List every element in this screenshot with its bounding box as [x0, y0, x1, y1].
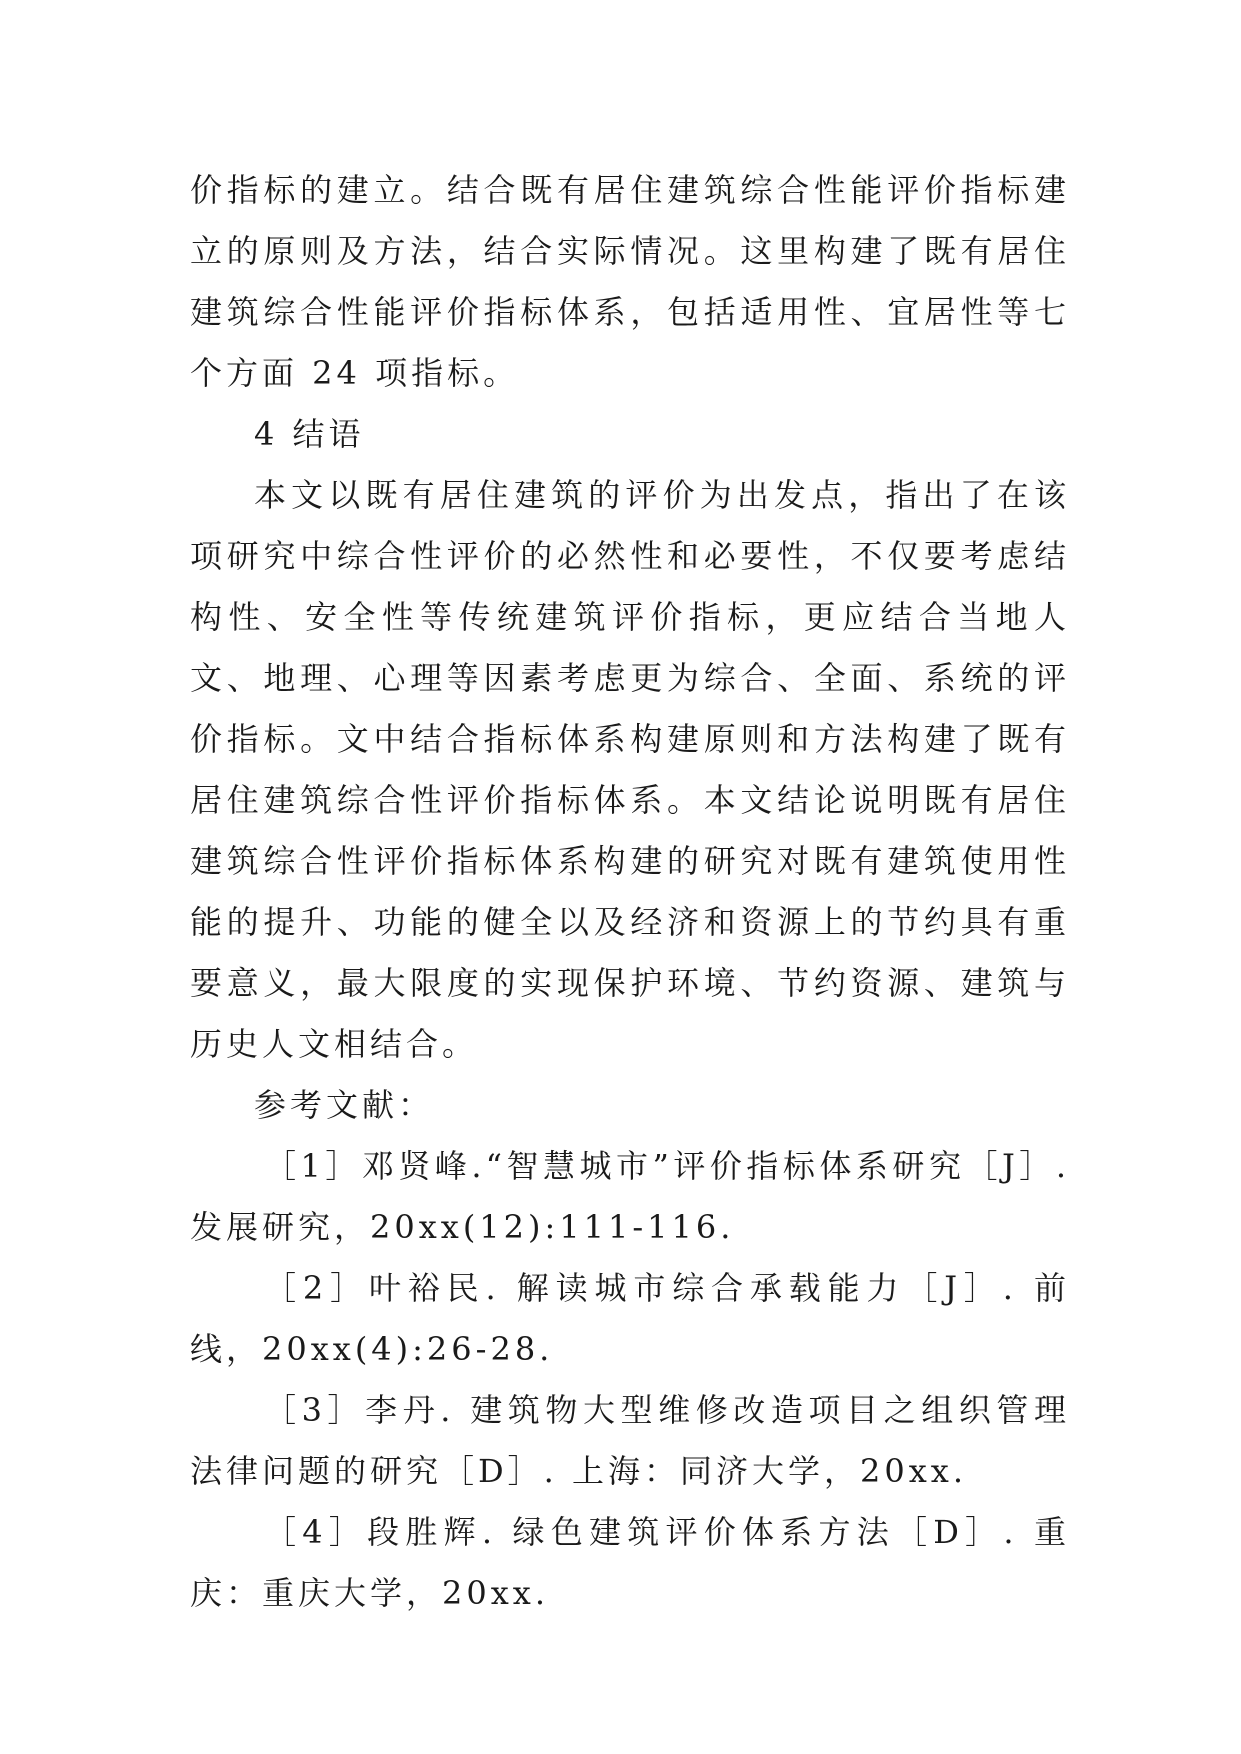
- reference-item-3: ［3］李丹. 建筑物大型维修改造项目之组织管理法律问题的研究［D］. 上海：同济大学，20xx.: [190, 1391, 1070, 1490]
- section-heading: 4 结语: [254, 415, 365, 453]
- paragraph-conclusion: 本文以既有居住建筑的评价为出发点，指出了在该项研究中综合性评价的必然性和必要性，不仅要考虑结构性、安全性等传统建筑评价指标，更应结合当地人文、地理、心理等因素考虑更为综合、全面、系统的评价指标。文中结合指标体系构建原则和方法构建了既有居住建筑综合性评价指标体系。本文结论说明既有居住建筑综合性评价指标体系构建的研究对既有建筑使用性能的提升、功能的健全以及经济和资源上的节约具有重要意义，最大限度的实现保护环境、节约资源、建筑与历史人文相结合。: [190, 476, 1070, 1063]
- reference-item-1: ［1］邓贤峰.“智慧城市”评价指标体系研究［J］. 发展研究，20xx(12):111-116.: [190, 1147, 1070, 1246]
- references-heading: 参考文献：: [254, 1086, 435, 1124]
- paragraph-continuation: 价指标的建立。结合既有居住建筑综合性能评价指标建立的原则及方法，结合实际情况。这里构建了既有居住建筑综合性能评价指标体系，包括适用性、宜居性等七个方面 24 项指标。: [190, 171, 1070, 392]
- body-text: [190, 160, 1070, 1624]
- reference-item-2: ［2］叶裕民. 解读城市综合承载能力［J］. 前线，20xx(4):26-28.: [190, 1269, 1070, 1368]
- reference-item-4: ［4］段胜辉. 绿色建筑评价体系方法［D］. 重庆：重庆大学，20xx.: [190, 1513, 1070, 1612]
